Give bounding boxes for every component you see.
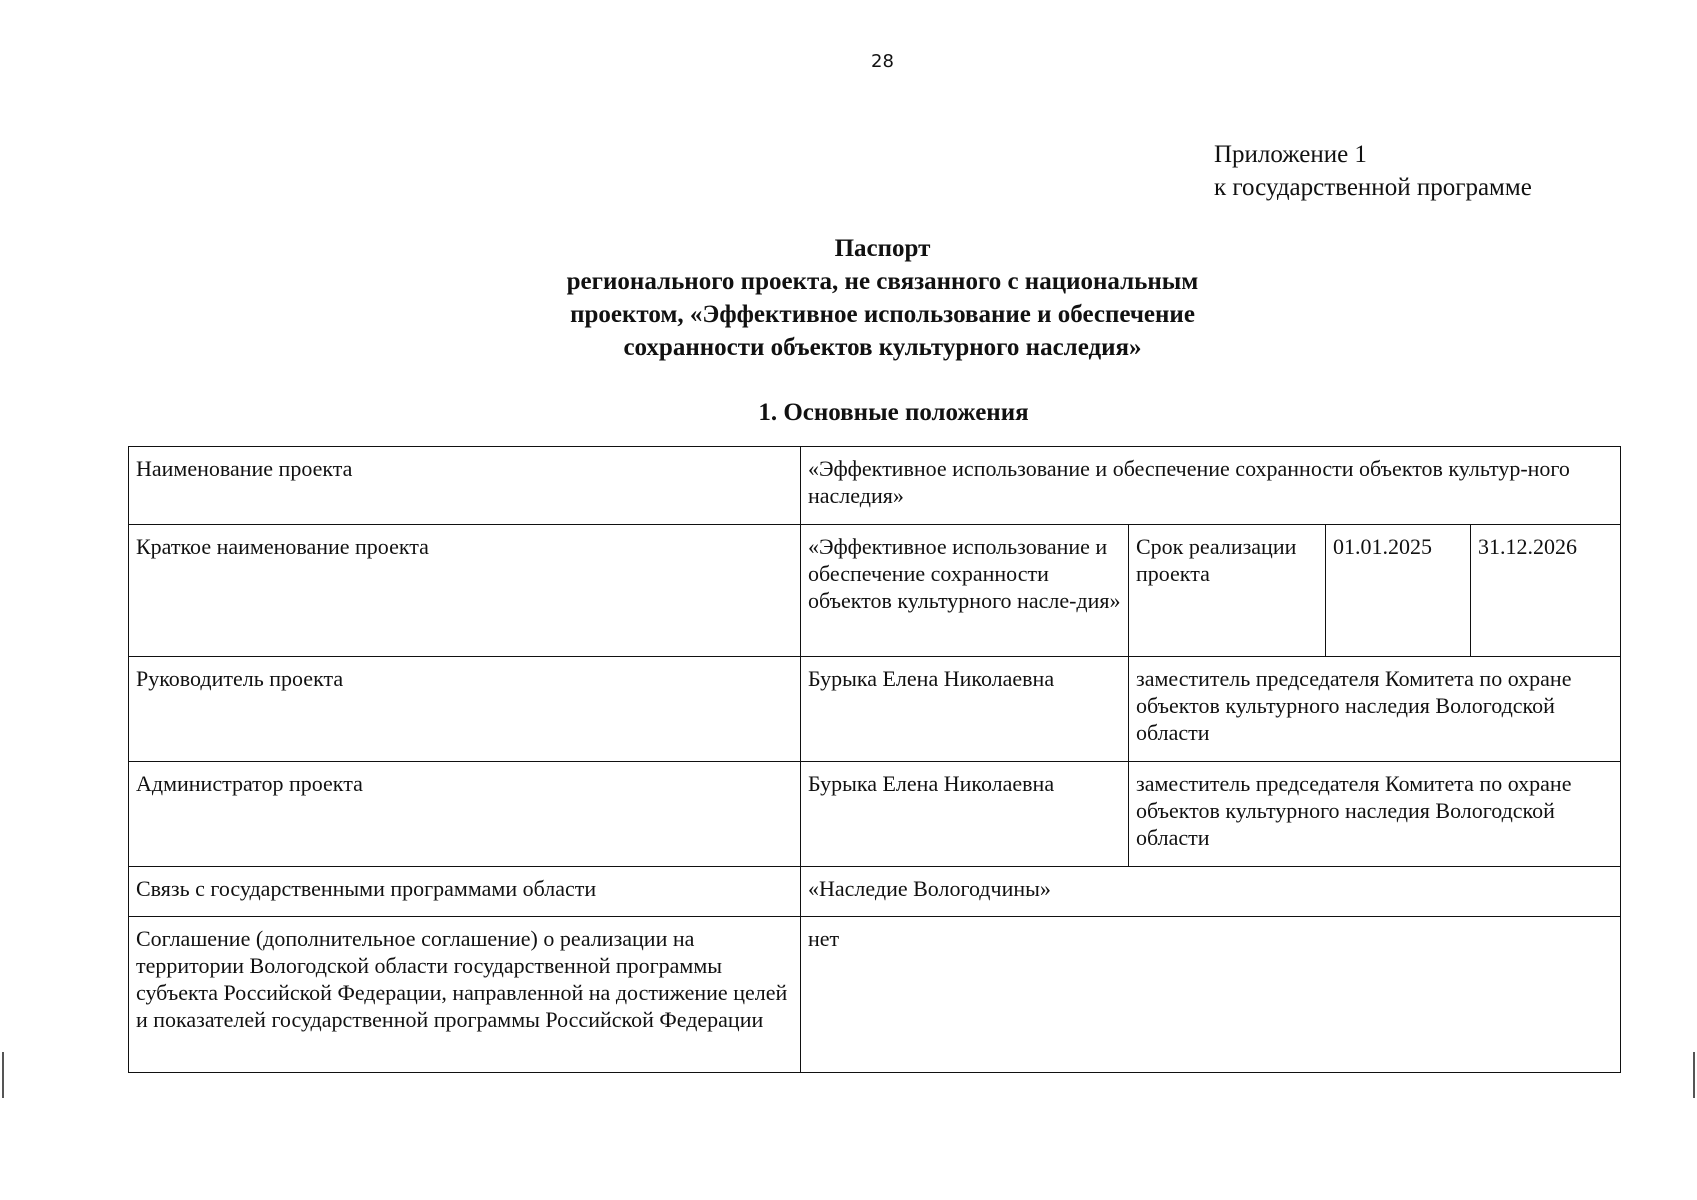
title-line-4: сохранности объектов культурного наследия» [623, 334, 1142, 361]
table-row-programs-link [129, 867, 1621, 917]
start-date: 01.01.2025 [1326, 525, 1471, 657]
programs-link-label: Связь с государственными программами области [129, 867, 801, 917]
table-row-head [129, 657, 1621, 762]
title-line-2: регионального проекта, не связанного с национальным [566, 268, 1199, 295]
scan-edge-mark-right [1693, 1052, 1695, 1098]
appendix-note [1214, 138, 1532, 204]
end-date: 31.12.2026 [1471, 525, 1621, 657]
scan-edge-mark-left [2, 1052, 4, 1098]
passport-table [128, 446, 1621, 1073]
agreement-value: нет [801, 917, 1621, 1073]
short-name-label: Краткое наименование проекта [129, 525, 801, 657]
table-row-agreement [129, 917, 1621, 1073]
programs-link-value: «Наследие Вологодчины» [801, 867, 1621, 917]
title-line-3: проектом, «Эффективное использование и обеспечение [570, 301, 1195, 328]
table-row-administrator [129, 762, 1621, 867]
appendix-line-2: к государственной программе [1214, 174, 1532, 201]
administrator-name: Бурыка Елена Николаевна [801, 762, 1129, 867]
project-name-value: «Эффективное использование и обеспечение сохранности объектов культур-ного наследия» [801, 447, 1621, 525]
project-name-label: Наименование проекта [129, 447, 801, 525]
document-title [0, 232, 1697, 364]
table-row-project-name [129, 447, 1621, 525]
agreement-label: Соглашение (дополнительное соглашение) о реализации на территории Вологодской области государственной программы субъекта Российской Федерации, направленной на достижение целей и показателей государственной программы Российской Федерации [129, 917, 801, 1073]
title-line-1: Паспорт [834, 235, 931, 262]
table-row-short-name [129, 525, 1621, 657]
section-title: 1. Основные положения [758, 399, 1029, 426]
head-position: заместитель председателя Комитета по охране объектов культурного наследия Вологодской области [1129, 657, 1621, 762]
appendix-line-1: Приложение 1 [1214, 141, 1367, 168]
period-label: Срок реализации проекта [1129, 525, 1326, 657]
head-label: Руководитель проекта [129, 657, 801, 762]
head-name: Бурыка Елена Николаевна [801, 657, 1129, 762]
short-name-value: «Эффективное использование и обеспечение сохранности объектов культурного насле-дия» [801, 525, 1129, 657]
administrator-position: заместитель председателя Комитета по охране объектов культурного наследия Вологодской области [1129, 762, 1621, 867]
page-number: 28 [871, 51, 894, 72]
administrator-label: Администратор проекта [129, 762, 801, 867]
